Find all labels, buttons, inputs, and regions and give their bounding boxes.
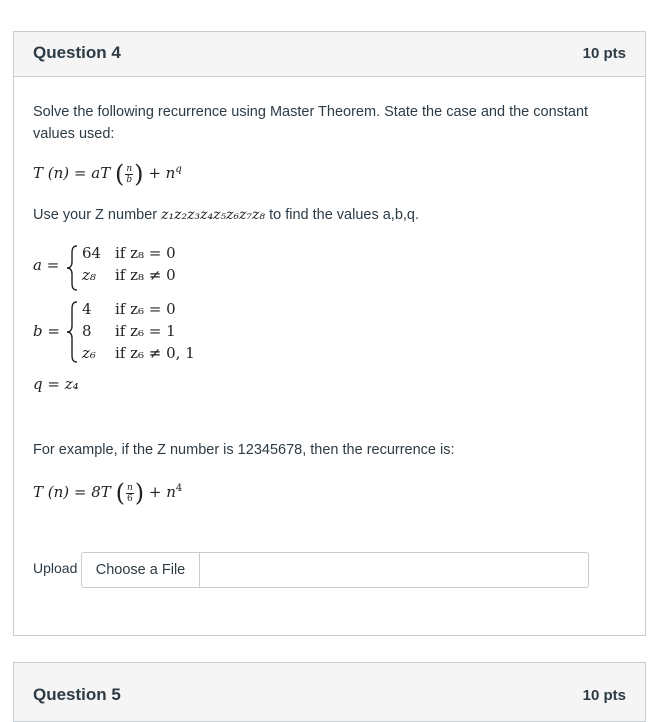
example-fraction: $\frac{n}{6}$ bbox=[126, 482, 133, 504]
recurrence-lhs: T (n) = bbox=[33, 164, 92, 182]
upload-label: Upload bbox=[33, 560, 78, 576]
example-recurrence: T (n) = 8T ( $\frac{n}{6}$ ) + $n^4$ bbox=[33, 479, 183, 507]
instruction-line-2: values used: bbox=[33, 126, 115, 142]
next-question-card bbox=[13, 662, 646, 722]
znumber-line: Use your Z number z₁z₂z₃z₄z₅z₆z₇z₈ to find the values a,b,q. bbox=[33, 207, 420, 223]
b-row-3-value: z₆ bbox=[82, 344, 96, 362]
file-upload-field[interactable] bbox=[81, 552, 589, 588]
b-row-2-cond: if z₆ = 1 bbox=[115, 322, 176, 340]
b-row-2-value: 8 bbox=[82, 322, 92, 340]
q-definition: q = z₄ bbox=[33, 375, 79, 393]
next-question-title: Question 5 bbox=[33, 685, 121, 704]
znumber-digits: z₁z₂z₃z₄z₅z₆z₇z₈ bbox=[161, 207, 266, 223]
a-row-2-value: z₈ bbox=[82, 266, 96, 284]
example-exponent: 4 bbox=[175, 483, 183, 494]
b-row-3-cond: if z₆ ≠ 0, 1 bbox=[115, 344, 195, 362]
b-row-1-value: 4 bbox=[82, 300, 92, 318]
recurrence-T: T bbox=[100, 164, 111, 182]
recurrence-exponent: q bbox=[175, 164, 182, 175]
a-row-1-value: 64 bbox=[82, 244, 102, 262]
a-row-2-cond: if z₈ ≠ 0 bbox=[115, 266, 176, 284]
question-card bbox=[13, 31, 646, 636]
a-row-1-cond: if z₈ = 0 bbox=[115, 244, 176, 262]
b-row-1-cond: if z₆ = 0 bbox=[115, 300, 176, 318]
next-question-points: 10 pts bbox=[582, 687, 626, 704]
b-brace bbox=[66, 300, 80, 364]
b-definition-lhs: b = bbox=[33, 322, 60, 340]
a-definition-lhs: a = bbox=[33, 256, 60, 274]
example-text: For example, if the Z number is 12345678, then the recurrence is: bbox=[33, 442, 455, 458]
recurrence-coef: a bbox=[91, 164, 101, 182]
question-title: Question 4 bbox=[33, 43, 121, 62]
recurrence-fraction: $\frac{n}{b}$ bbox=[126, 163, 133, 185]
instruction-line-1: Solve the following recurrence using Master Theorem. State the case and the constant bbox=[33, 104, 589, 120]
question-points: 10 pts bbox=[582, 45, 626, 62]
a-brace bbox=[66, 244, 80, 292]
recurrence-plus: + n bbox=[148, 164, 176, 182]
general-recurrence: T (n) = aT ( $\frac{n}{b}$ ) + $n^q$ bbox=[33, 160, 182, 188]
question-header bbox=[14, 32, 645, 77]
choose-file-button[interactable]: Choose a File bbox=[82, 553, 200, 587]
